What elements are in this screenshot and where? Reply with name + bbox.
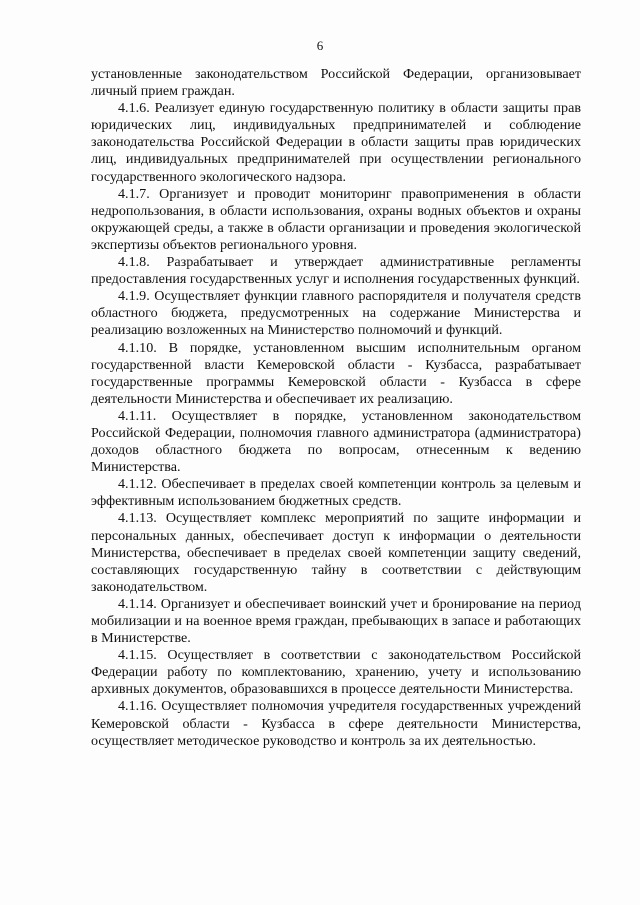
- paragraph-4-1-13: 4.1.13. Осуществляет комплекс мероприятий по защите информации и персональных данных, обеспечивает доступ к информации о деятельности Министерства, обеспечивает в пределах своей компетенции защиту сведений, составляющих государственную тайну в соответствии с действующим законодательством.: [91, 510, 581, 595]
- paragraph-4-1-16: 4.1.16. Осуществляет полномочия учредителя государственных учреждений Кемеровской области - Кузбасса в сфере деятельности Министерства, осуществляет методическое руководство и контроль за их деятельностью.: [91, 698, 581, 749]
- paragraph-4-1-7: 4.1.7. Организует и проводит мониторинг правоприменения в области недропользования, в области использования, охраны водных объектов и охраны окружающей среды, а также в области организации и проведения экологической экспертизы объектов регионального уровня.: [91, 185, 581, 253]
- page-number: 6: [316, 38, 324, 53]
- paragraph-4-1-8: 4.1.8. Разрабатывает и утверждает административные регламенты предоставления государственных услуг и исполнения государственных функций.: [91, 254, 581, 288]
- paragraph-continuation: установленные законодательством Российской Федерации, организовывает личный прием граждан.: [91, 66, 581, 100]
- paragraph-4-1-11: 4.1.11. Осуществляет в порядке, установленном законодательством Российской Федерации, полномочия главного администратора (администратора) доходов областного бюджета по вопросам, отнесенным к ведению Министерства.: [91, 407, 581, 476]
- paragraph-4-1-15: 4.1.15. Осуществляет в соответствии с законодательством Российской Федерации работу по комплектованию, хранению, учету и использованию архивных документов, образовавшихся в процессе деятельности Министерства.: [91, 647, 581, 698]
- paragraph-4-1-6: 4.1.6. Реализует единую государственную политику в области защиты прав юридических лиц, индивидуальных предпринимателей и соблюдение законодательства Российской Федерации в области защиты прав юридических лиц, индивидуальных предпринимателей при осуществлении регионального государственного экологического надзора.: [91, 100, 581, 185]
- document-body: [91, 66, 581, 750]
- paragraph-4-1-12: 4.1.12. Обеспечивает в пределах своей компетенции контроль за целевым и эффективным использованием бюджетных средств.: [91, 476, 581, 510]
- paragraph-4-1-9: 4.1.9. Осуществляет функции главного распорядителя и получателя средств областного бюджета, предусмотренных на содержание Министерства и реализацию возложенных на Министерство полномочий и функций.: [91, 288, 581, 339]
- paragraph-4-1-14: 4.1.14. Организует и обеспечивает воинский учет и бронирование на период мобилизации и на военное время граждан, пребывающих в запасе и работающих в Министерстве.: [91, 595, 581, 647]
- paragraph-4-1-10: 4.1.10. В порядке, установленном высшим исполнительным органом государственной власти Кемеровской области - Кузбасса, разрабатывает государственные программы Кемеровской области - Кузбасса в сфере деятельности Министерства и обеспечивает их реализацию.: [91, 339, 581, 407]
